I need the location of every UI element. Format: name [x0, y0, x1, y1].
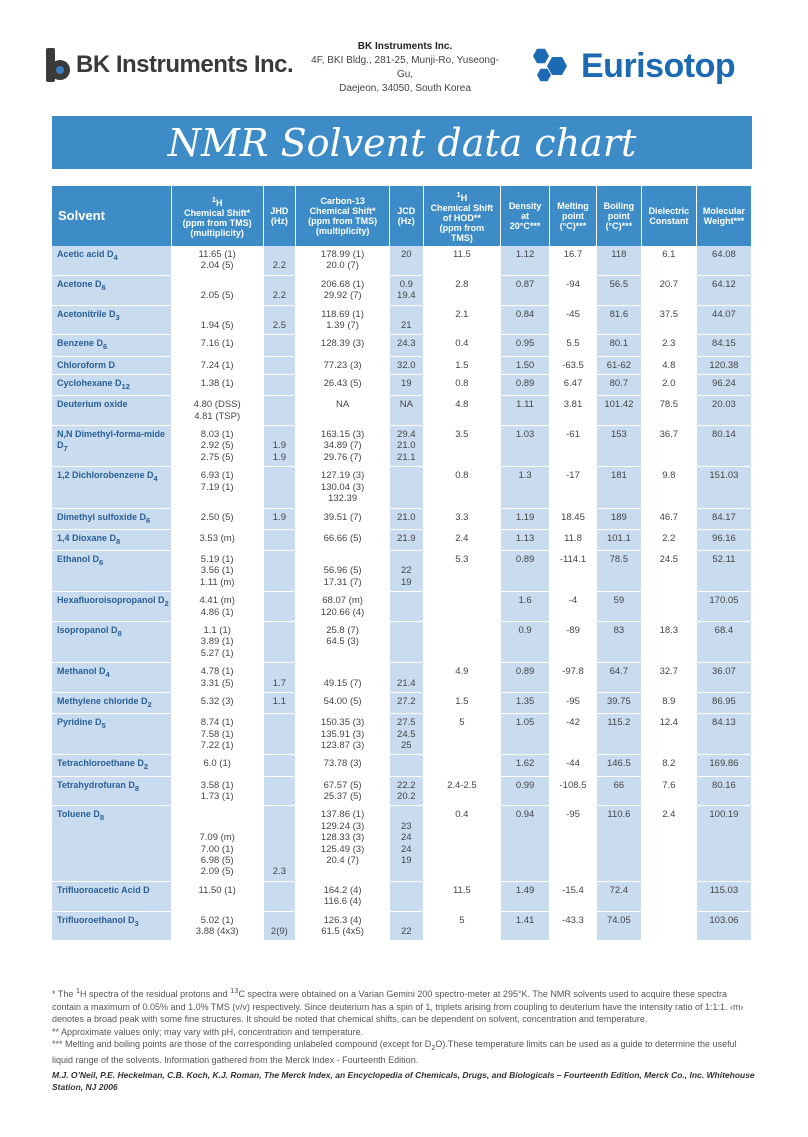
hod-shift-cell: 3.3: [423, 508, 500, 529]
dielectric-cell: 36.7: [641, 426, 696, 467]
molecular-weight-cell: 44.07: [696, 305, 751, 335]
melting-point-cell: -15.4: [550, 881, 597, 911]
table-row: [52, 335, 752, 356]
boiling-point-cell: 66: [596, 776, 641, 806]
table-row: [52, 305, 752, 335]
density-cell: 0.99: [501, 776, 550, 806]
density-cell: 1.62: [501, 755, 550, 776]
solvent-name: Trifluoroethanol $D_3$: [52, 911, 171, 941]
solvent-name: Acetonitrile $D_3$: [52, 305, 171, 335]
boiling-point-cell: 39.75: [596, 692, 641, 713]
density-cell: 1.12: [501, 246, 550, 275]
eurisotop-logo: [533, 46, 735, 86]
hod-shift-cell: [423, 621, 500, 662]
hod-shift-cell: 5: [423, 714, 500, 755]
dielectric-cell: 18.3: [641, 621, 696, 662]
hod-shift-cell: 11.5: [423, 246, 500, 275]
melting-point-cell: -97.8: [550, 663, 597, 693]
boiling-point-cell: 80.7: [596, 375, 641, 396]
c13-shift-cell: 49.15 (7): [296, 663, 390, 693]
melting-point-cell: 6.47: [550, 375, 597, 396]
column-header-jcd: JCD (Hz): [389, 186, 423, 246]
solvent-name: Dimethyl sulfoxide $D_6$: [52, 508, 171, 529]
solvent-name: 1,4 Dioxane $D_8$: [52, 529, 171, 550]
melting-point-cell: -89: [550, 621, 597, 662]
boiling-point-cell: 61-62: [596, 356, 641, 374]
jhd-cell: [263, 550, 296, 591]
boiling-point-cell: 189: [596, 508, 641, 529]
table-header-row: [52, 186, 752, 246]
dielectric-cell: [641, 911, 696, 941]
table-row: [52, 396, 752, 426]
jhd-cell: 2.2: [263, 246, 296, 275]
h-shift-cell: 4.41 (m) 4.86 (1): [171, 592, 263, 622]
density-cell: 0.95: [501, 335, 550, 356]
molecular-weight-cell: 115.03: [696, 881, 751, 911]
hod-shift-cell: 0.4: [423, 335, 500, 356]
column-header-dielectric: Dielectric Constant: [641, 186, 696, 246]
table-row: [52, 911, 752, 941]
dielectric-cell: 7.6: [641, 776, 696, 806]
table-row: [52, 375, 752, 396]
hod-shift-cell: 0.8: [423, 375, 500, 396]
boiling-point-cell: 74.05: [596, 911, 641, 941]
table-row: [52, 692, 752, 713]
h-shift-cell: 2.05 (5): [171, 275, 263, 305]
molecular-weight-cell: 84.17: [696, 508, 751, 529]
eurisotop-logo-text: Eurisotop: [581, 46, 736, 85]
c13-shift-cell: 26.43 (5): [296, 375, 390, 396]
boiling-point-cell: 59: [596, 592, 641, 622]
dielectric-cell: 78.5: [641, 396, 696, 426]
melting-point-cell: 5.5: [550, 335, 597, 356]
c13-shift-cell: 127.19 (3) 130.04 (3) 132.39: [296, 467, 390, 508]
density-cell: 1.11: [501, 396, 550, 426]
column-header-boiling-point: Boiling point (°C)***: [596, 186, 641, 246]
molecular-weight-cell: 84.13: [696, 714, 751, 755]
nmr-solvent-table: [52, 186, 752, 941]
dielectric-cell: 2.0: [641, 375, 696, 396]
boiling-point-cell: 83: [596, 621, 641, 662]
dielectric-cell: 32.7: [641, 663, 696, 693]
molecular-weight-cell: 80.14: [696, 426, 751, 467]
h-shift-cell: 7.24 (1): [171, 356, 263, 374]
density-cell: 1.13: [501, 529, 550, 550]
molecular-weight-cell: 84.15: [696, 335, 751, 356]
melting-point-cell: -63.5: [550, 356, 597, 374]
solvent-name: 1,2 Dichlorobenzene $D_4$: [52, 467, 171, 508]
jhd-cell: [263, 755, 296, 776]
jhd-cell: 1.9: [263, 508, 296, 529]
jhd-cell: 2(9): [263, 911, 296, 941]
footnote-2: ** Approximate values only; may vary with pH, concentration and temperature.: [52, 1026, 364, 1037]
hod-shift-cell: 5.3: [423, 550, 500, 591]
c13-shift-cell: 164.2 (4) 116.6 (4): [296, 881, 390, 911]
dielectric-cell: 12.4: [641, 714, 696, 755]
boiling-point-cell: 56.5: [596, 275, 641, 305]
solvent-name: Isopropanol $D_8$: [52, 621, 171, 662]
jhd-cell: [263, 592, 296, 622]
molecular-weight-cell: 52.11: [696, 550, 751, 591]
h-shift-cell: 5.19 (1) 3.56 (1) 1.11 (m): [171, 550, 263, 591]
table-row: [52, 592, 752, 622]
table-row: [52, 275, 752, 305]
hod-shift-cell: 3.5: [423, 426, 500, 467]
density-cell: 0.94: [501, 806, 550, 881]
h-shift-cell: 4.80 (DSS) 4.81 (TSP): [171, 396, 263, 426]
jhd-cell: [263, 881, 296, 911]
jcd-cell: 21: [389, 305, 423, 335]
melting-point-cell: -114.1: [550, 550, 597, 591]
h-shift-cell: 6.93 (1) 7.19 (1): [171, 467, 263, 508]
bk-logo-text: BK Instruments Inc.: [76, 51, 294, 78]
jcd-cell: 22.2 20.2: [389, 776, 423, 806]
jcd-cell: [389, 592, 423, 622]
boiling-point-cell: 72.4: [596, 881, 641, 911]
c13-shift-cell: 178.99 (1) 20.0 (7): [296, 246, 390, 275]
jcd-cell: 27.2: [389, 692, 423, 713]
h-shift-cell: 1.94 (5): [171, 305, 263, 335]
melting-point-cell: -17: [550, 467, 597, 508]
boiling-point-cell: 101.42: [596, 396, 641, 426]
dielectric-cell: [641, 881, 696, 911]
jcd-cell: 24.3: [389, 335, 423, 356]
boiling-point-cell: 146.5: [596, 755, 641, 776]
jhd-cell: [263, 335, 296, 356]
c13-shift-cell: 39.51 (7): [296, 508, 390, 529]
molecular-weight-cell: 68.4: [696, 621, 751, 662]
solvent-name: Pyridine $D_5$: [52, 714, 171, 755]
table-row: [52, 550, 752, 591]
melting-point-cell: -95: [550, 692, 597, 713]
table-row: [52, 776, 752, 806]
molecular-weight-cell: 170.05: [696, 592, 751, 622]
jhd-cell: 1.9 1.9: [263, 426, 296, 467]
molecular-weight-cell: 100.19: [696, 806, 751, 881]
h-shift-cell: 5.02 (1) 3.88 (4x3): [171, 911, 263, 941]
melting-point-cell: 16.7: [550, 246, 597, 275]
dielectric-cell: [641, 592, 696, 622]
column-header-density: Density at 20°C***: [501, 186, 550, 246]
h-shift-cell: 11.50 (1): [171, 881, 263, 911]
melting-point-cell: -43.3: [550, 911, 597, 941]
jcd-cell: [389, 755, 423, 776]
melting-point-cell: 18.45: [550, 508, 597, 529]
jcd-cell: 27.5 24.5 25: [389, 714, 423, 755]
jcd-cell: 20: [389, 246, 423, 275]
table-body: [52, 246, 752, 941]
boiling-point-cell: 81.6: [596, 305, 641, 335]
reference-citation: M.J. O’Neil, P.E. Heckelman, C.B. Koch, K.J. Roman, The Merck Index, an Encyclopedia of Chemicals, Drugs, and Biologicals – Fourteenth Edition, Merck Co., Inc. Whitehouse Station, NJ 2006: [52, 1069, 755, 1093]
solvent-name: Hexafluoroisopropanol $D_2$: [52, 592, 171, 622]
density-cell: 1.3: [501, 467, 550, 508]
h-shift-cell: 3.58 (1) 1.73 (1): [171, 776, 263, 806]
solvent-name: Benzene $D_6$: [52, 335, 171, 356]
molecular-weight-cell: 120.38: [696, 356, 751, 374]
molecular-weight-cell: 96.16: [696, 529, 751, 550]
solvent-name: Tetrahydrofuran $D_8$: [52, 776, 171, 806]
jcd-cell: 0.9 19.4: [389, 275, 423, 305]
jhd-cell: [263, 529, 296, 550]
h-shift-cell: 8.74 (1) 7.58 (1) 7.22 (1): [171, 714, 263, 755]
melting-point-cell: -95: [550, 806, 597, 881]
column-header-hod-shift: $^1$H Chemical Shift of HOD** (ppm from TMS): [423, 186, 500, 246]
density-cell: 1.49: [501, 881, 550, 911]
density-cell: 0.89: [501, 550, 550, 591]
density-cell: 0.9: [501, 621, 550, 662]
dielectric-cell: 2.4: [641, 806, 696, 881]
jhd-cell: [263, 375, 296, 396]
molecular-weight-cell: 86.95: [696, 692, 751, 713]
jcd-cell: 22 19: [389, 550, 423, 591]
melting-point-cell: -108.5: [550, 776, 597, 806]
boiling-point-cell: 181: [596, 467, 641, 508]
c13-shift-cell: 54.00 (5): [296, 692, 390, 713]
c13-shift-cell: 126.3 (4) 61.5 (4x5): [296, 911, 390, 941]
boiling-point-cell: 78.5: [596, 550, 641, 591]
hod-shift-cell: 0.8: [423, 467, 500, 508]
molecular-weight-cell: 64.12: [696, 275, 751, 305]
dielectric-cell: 24.5: [641, 550, 696, 591]
page-header: [0, 0, 808, 110]
dielectric-cell: 20.7: [641, 275, 696, 305]
jhd-cell: [263, 356, 296, 374]
bk-instruments-logo: [46, 48, 293, 82]
table-row: [52, 755, 752, 776]
table-row: [52, 467, 752, 508]
column-header-h-shift: $^1$H Chemical Shift* (ppm from TMS) (multiplicity): [171, 186, 263, 246]
h-shift-cell: 7.09 (m) 7.00 (1) 6.98 (5) 2.09 (5): [171, 806, 263, 881]
density-cell: 1.19: [501, 508, 550, 529]
solvent-name: Methanol $D_4$: [52, 663, 171, 693]
hod-shift-cell: 4.8: [423, 396, 500, 426]
h-shift-cell: 2.50 (5): [171, 508, 263, 529]
dielectric-cell: 8.2: [641, 755, 696, 776]
hod-shift-cell: 11.5: [423, 881, 500, 911]
company-address: [305, 40, 505, 96]
hod-shift-cell: [423, 755, 500, 776]
hod-shift-cell: 0.4: [423, 806, 500, 881]
dielectric-cell: 6.1: [641, 246, 696, 275]
jhd-cell: [263, 714, 296, 755]
molecular-weight-cell: 36.07: [696, 663, 751, 693]
jcd-cell: [389, 881, 423, 911]
c13-shift-cell: 137.86 (1) 129.24 (3) 128.33 (3) 125.49 (3) 20.4 (7): [296, 806, 390, 881]
density-cell: 0.89: [501, 375, 550, 396]
hod-shift-cell: 4.9: [423, 663, 500, 693]
c13-shift-cell: 128.39 (3): [296, 335, 390, 356]
molecular-weight-cell: 96.24: [696, 375, 751, 396]
table-row: [52, 508, 752, 529]
solvent-name: Trifluoroacetic Acid D: [52, 881, 171, 911]
jcd-cell: NA: [389, 396, 423, 426]
table-row: [52, 806, 752, 881]
c13-shift-cell: 163.15 (3) 34.89 (7) 29.76 (7): [296, 426, 390, 467]
h-shift-cell: 11.65 (1) 2.04 (5): [171, 246, 263, 275]
solvent-name: Acetone $D_6$: [52, 275, 171, 305]
dielectric-cell: 2.2: [641, 529, 696, 550]
density-cell: 1.41: [501, 911, 550, 941]
melting-point-cell: 3.81: [550, 396, 597, 426]
density-cell: 1.35: [501, 692, 550, 713]
c13-shift-cell: 25.8 (7) 64.5 (3): [296, 621, 390, 662]
c13-shift-cell: 77.23 (3): [296, 356, 390, 374]
c13-shift-cell: NA: [296, 396, 390, 426]
c13-shift-cell: 66.66 (5): [296, 529, 390, 550]
title-banner: [52, 116, 752, 169]
page-title: NMR Solvent data chart: [167, 120, 637, 165]
h-shift-cell: 7.16 (1): [171, 335, 263, 356]
solvent-name: Cyclohexane $D_{12}$: [52, 375, 171, 396]
c13-shift-cell: 118.69 (1) 1.39 (7): [296, 305, 390, 335]
solvent-name: Chloroform D: [52, 356, 171, 374]
melting-point-cell: -94: [550, 275, 597, 305]
jcd-cell: 22: [389, 911, 423, 941]
jhd-cell: [263, 621, 296, 662]
jcd-cell: 32.0: [389, 356, 423, 374]
molecular-weight-cell: 64.08: [696, 246, 751, 275]
dielectric-cell: 9.8: [641, 467, 696, 508]
jcd-cell: [389, 621, 423, 662]
boiling-point-cell: 64.7: [596, 663, 641, 693]
c13-shift-cell: 206.68 (1) 29.92 (7): [296, 275, 390, 305]
hod-shift-cell: [423, 592, 500, 622]
jcd-cell: 19: [389, 375, 423, 396]
density-cell: 1.05: [501, 714, 550, 755]
table-row: [52, 356, 752, 374]
address-company: BK Instruments Inc.: [357, 41, 453, 52]
boiling-point-cell: 101.1: [596, 529, 641, 550]
molecular-weight-cell: 151.03: [696, 467, 751, 508]
melting-point-cell: -44: [550, 755, 597, 776]
jhd-cell: [263, 776, 296, 806]
column-header-c13-shift: Carbon-13 Chemical Shift* (ppm from TMS) (multiplicity): [296, 186, 390, 246]
solvent-name: Deuterium oxide: [52, 396, 171, 426]
table-row: [52, 881, 752, 911]
jhd-cell: [263, 396, 296, 426]
density-cell: 0.84: [501, 305, 550, 335]
boiling-point-cell: 153: [596, 426, 641, 467]
melting-point-cell: -4: [550, 592, 597, 622]
h-shift-cell: 4.78 (1) 3.31 (5): [171, 663, 263, 693]
table-row: [52, 246, 752, 275]
footnotes: [52, 985, 758, 1094]
address-line-2: Daejeon, 34050, South Korea: [339, 83, 471, 94]
c13-shift-cell: 150.35 (3) 135.91 (3) 123.87 (3): [296, 714, 390, 755]
solvent-name: Tetrachloroethane $D_2$: [52, 755, 171, 776]
column-header-solvent: Solvent: [52, 186, 171, 246]
melting-point-cell: 11.8: [550, 529, 597, 550]
dielectric-cell: 46.7: [641, 508, 696, 529]
jhd-cell: 2.2: [263, 275, 296, 305]
molecular-weight-cell: 80.16: [696, 776, 751, 806]
table-row: [52, 714, 752, 755]
jcd-cell: 21.0: [389, 508, 423, 529]
jcd-cell: 23 24 24 19: [389, 806, 423, 881]
table-row: [52, 663, 752, 693]
table-row: [52, 529, 752, 550]
jhd-cell: 1.7: [263, 663, 296, 693]
jhd-cell: 2.3: [263, 806, 296, 881]
c13-shift-cell: 67.57 (5) 25.37 (5): [296, 776, 390, 806]
solvent-name: Toluene $D_8$: [52, 806, 171, 881]
jcd-cell: 21.4: [389, 663, 423, 693]
jcd-cell: 21.9: [389, 529, 423, 550]
density-cell: 1.50: [501, 356, 550, 374]
eurisotop-hexagon-icon: [533, 46, 573, 86]
bk-logo-icon: [46, 48, 70, 82]
boiling-point-cell: 115.2: [596, 714, 641, 755]
hod-shift-cell: 2.8: [423, 275, 500, 305]
footnote-1: * The $^1$H spectra of the residual protons and $^{13}$C spectra were obtained on a Varian Gemini 200 spectro-meter at 295°K. The NMR solvents used to acquire these spectra contain a maximum of 0.05% and 1.0% TMS (v/v) respectively. Since deuterium has a spin of 1, triplets arising from coupling to deuterium have the intensity ratio of 1:1:1. ‹m› denotes a broad peak with some fine structures. It should be noted that chemical shifts, can be dependent on solvent, concentration and temperature.: [52, 986, 744, 1024]
h-shift-cell: 3.53 (m): [171, 529, 263, 550]
h-shift-cell: 1.38 (1): [171, 375, 263, 396]
h-shift-cell: 8.03 (1) 2.92 (5) 2.75 (5): [171, 426, 263, 467]
column-header-molecular-weight: Molecular Weight***: [696, 186, 751, 246]
jcd-cell: 29.4 21.0 21.1: [389, 426, 423, 467]
jhd-cell: [263, 467, 296, 508]
hod-shift-cell: 2.4: [423, 529, 500, 550]
jhd-cell: 1.1: [263, 692, 296, 713]
footnote-3: *** Melting and boiling points are those of the corresponding unlabeled compound (except for $D_2O).These$ temperature limits can be used as a guide to determine the useful liquid range of the solvents. Information gathered from the Merck Index - Fourteenth Edition.: [52, 1039, 737, 1066]
table-row: [52, 426, 752, 467]
address-line-1: 4F, BKI Bldg., 281-25, Munji-Ro, Yuseong-Gu,: [311, 55, 499, 80]
jcd-cell: [389, 467, 423, 508]
density-cell: 1.6: [501, 592, 550, 622]
h-shift-cell: 1.1 (1) 3.89 (1) 5.27 (1): [171, 621, 263, 662]
c13-shift-cell: 68.07 (m) 120.66 (4): [296, 592, 390, 622]
h-shift-cell: 6.0 (1): [171, 755, 263, 776]
density-cell: 1.03: [501, 426, 550, 467]
hod-shift-cell: 5: [423, 911, 500, 941]
column-header-jhd: JHD (Hz): [263, 186, 296, 246]
molecular-weight-cell: 20.03: [696, 396, 751, 426]
h-shift-cell: 5.32 (3): [171, 692, 263, 713]
dielectric-cell: 37.5: [641, 305, 696, 335]
hod-shift-cell: 2.1: [423, 305, 500, 335]
c13-shift-cell: 56.96 (5) 17.31 (7): [296, 550, 390, 591]
boiling-point-cell: 80.1: [596, 335, 641, 356]
solvent-name: N,N Dimethyl-forma-mide $D_7$: [52, 426, 171, 467]
column-header-melting-point: Melting point (°C)***: [550, 186, 597, 246]
boiling-point-cell: 110.6: [596, 806, 641, 881]
melting-point-cell: -42: [550, 714, 597, 755]
solvent-name: Ethanol $D_6$: [52, 550, 171, 591]
dielectric-cell: 2.3: [641, 335, 696, 356]
melting-point-cell: -61: [550, 426, 597, 467]
solvent-name: Methylene chloride $D_2$: [52, 692, 171, 713]
melting-point-cell: -45: [550, 305, 597, 335]
density-cell: 0.87: [501, 275, 550, 305]
c13-shift-cell: 73.78 (3): [296, 755, 390, 776]
density-cell: 0.89: [501, 663, 550, 693]
dielectric-cell: 8.9: [641, 692, 696, 713]
hod-shift-cell: 1.5: [423, 692, 500, 713]
solvent-name: Acetic acid $D_4$: [52, 246, 171, 275]
jhd-cell: 2.5: [263, 305, 296, 335]
hod-shift-cell: 2.4-2.5: [423, 776, 500, 806]
molecular-weight-cell: 169.86: [696, 755, 751, 776]
dielectric-cell: 4.8: [641, 356, 696, 374]
boiling-point-cell: 118: [596, 246, 641, 275]
molecular-weight-cell: 103.06: [696, 911, 751, 941]
hod-shift-cell: 1.5: [423, 356, 500, 374]
table-row: [52, 621, 752, 662]
